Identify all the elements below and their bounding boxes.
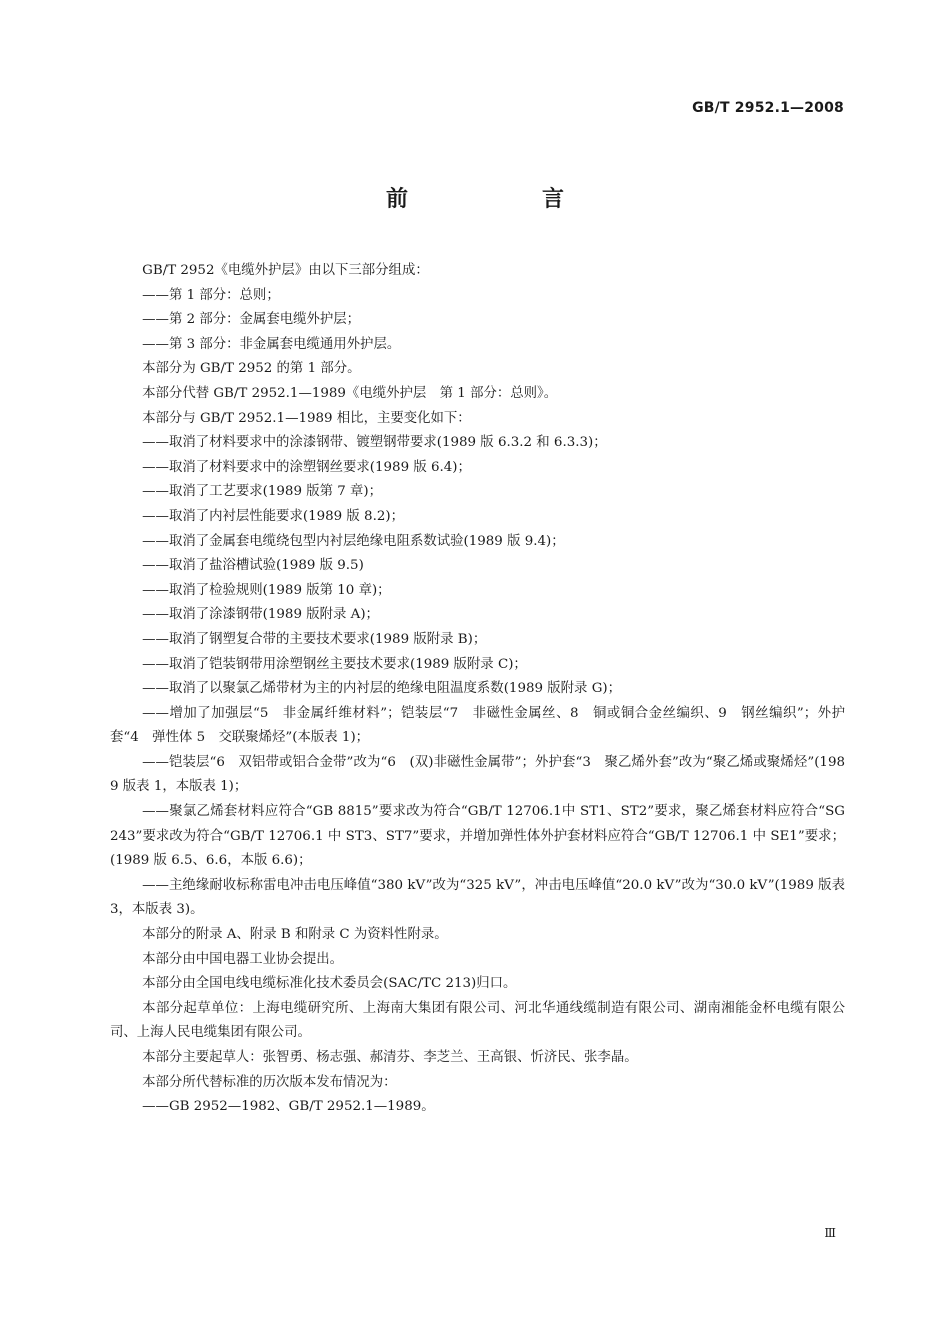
paragraph: 本部分所代替标准的历次版本发布情况为： — [142, 1074, 397, 1090]
paragraph: ——取消了材料要求中的涂塑钢丝要求(1989 版 6.4)； — [142, 459, 471, 475]
paragraph: ——GB 2952—1982、GB/T 2952.1—1989。 — [142, 1099, 435, 1115]
page-number: Ⅲ — [824, 1226, 836, 1240]
paragraph: ——第 1 部分：总则； — [142, 287, 280, 303]
paragraph: ——取消了以聚氯乙烯带材为主的内衬层的绝缘电阻温度系数(1989 版附录 G)； — [142, 681, 621, 697]
paragraph: ——取消了材料要求中的涂漆钢带、镀塑钢带要求(1989 版 6.3.2 和 6.3.3)； — [142, 435, 607, 451]
paragraph: 本部分主要起草人：张智勇、杨志强、郝清芬、李芝兰、王高银、忻济民、张李晶。 — [142, 1050, 638, 1065]
paragraph: ——取消了钢塑复合带的主要技术要求(1989 版附录 B)； — [142, 631, 487, 647]
paragraph: ——第 3 部分：非金属套电缆通用外护层。 — [142, 336, 401, 352]
paragraph: ——取消了内衬层性能要求(1989 版 8.2)； — [142, 508, 404, 524]
paragraph: ——取消了铠装钢带用涂塑钢丝主要技术要求(1989 版附录 C)； — [142, 656, 527, 672]
paragraph: ——取消了金属套电缆绕包型内衬层绝缘电阻系数试验(1989 版 9.4)； — [142, 533, 565, 549]
paragraph: GB/T 2952《电缆外护层》由以下三部分组成： — [142, 263, 429, 278]
paragraph: 本部分的附录 A、附录 B 和附录 C 为资料性附录。 — [142, 927, 448, 943]
paragraph: 本部分与 GB/T 2952.1—1989 相比，主要变化如下： — [142, 410, 471, 426]
paragraph: 本部分由中国电器工业协会提出。 — [142, 951, 344, 967]
paragraph: 本部分由全国电线电缆标准化技术委员会(SAC/TC 213)归口。 — [142, 976, 517, 992]
paragraph: ——取消了工艺要求(1989 版第 7 章)； — [142, 484, 383, 500]
paragraph: ——增加了加强层“5 非金属纤维材料”；铠装层“7 非磁性金属丝、8 铜或铜合金丝编织、9 钢丝编织”；外护套“4 弹性体 5 交联聚烯烃”(本版表 1)； — [110, 705, 845, 746]
foreword-body — [110, 259, 845, 1120]
paragraph: ——取消了涂漆钢带(1989 版附录 A)； — [142, 607, 379, 623]
standard-code: GB/T 2952.1—2008 — [692, 100, 844, 116]
paragraph: ——聚氯乙烯套材料应符合“GB 8815”要求改为符合“GB/T 12706.1中 ST1、ST2”要求，聚乙烯套材料应符合“SG 243”要求改为符合“GB/T 12706.1 中 ST3、ST7”要求，并增加弹性体外护套材料应符合“GB/T 12706.1 中 SE1”要求；(1989 版 6.5、6.6，本版 6.6)； — [110, 804, 845, 869]
paragraph: ——铠装层“6 双铝带或铝合金带”改为“6 (双)非磁性金属带”；外护套“3 聚乙烯外套”改为“聚乙烯或聚烯烃”(1989 版表 1，本版表 1)； — [110, 754, 845, 795]
page-title: 前 言 — [385, 187, 620, 212]
paragraph: ——第 2 部分：金属套电缆外护层； — [142, 312, 361, 328]
paragraph: ——取消了检验规则(1989 版第 10 章)； — [142, 582, 391, 598]
paragraph: ——取消了盐浴槽试验(1989 版 9.5) — [142, 558, 364, 574]
paragraph: ——主绝缘耐收标称雷电冲击电压峰值“380 kV”改为“325 kV”，冲击电压峰值“20.0 kV”改为“30.0 kV”(1989 版表 3，本版表 3)。 — [110, 877, 845, 918]
paragraph: 本部分起草单位：上海电缆研究所、上海南大集团有限公司、河北华通线缆制造有限公司、湖南湘能金杯电缆有限公司、上海人民电缆集团有限公司。 — [110, 1000, 845, 1041]
paragraph: 本部分代替 GB/T 2952.1—1989《电缆外护层 第 1 部分：总则》。 — [142, 385, 558, 401]
paragraph: 本部分为 GB/T 2952 的第 1 部分。 — [142, 361, 361, 377]
